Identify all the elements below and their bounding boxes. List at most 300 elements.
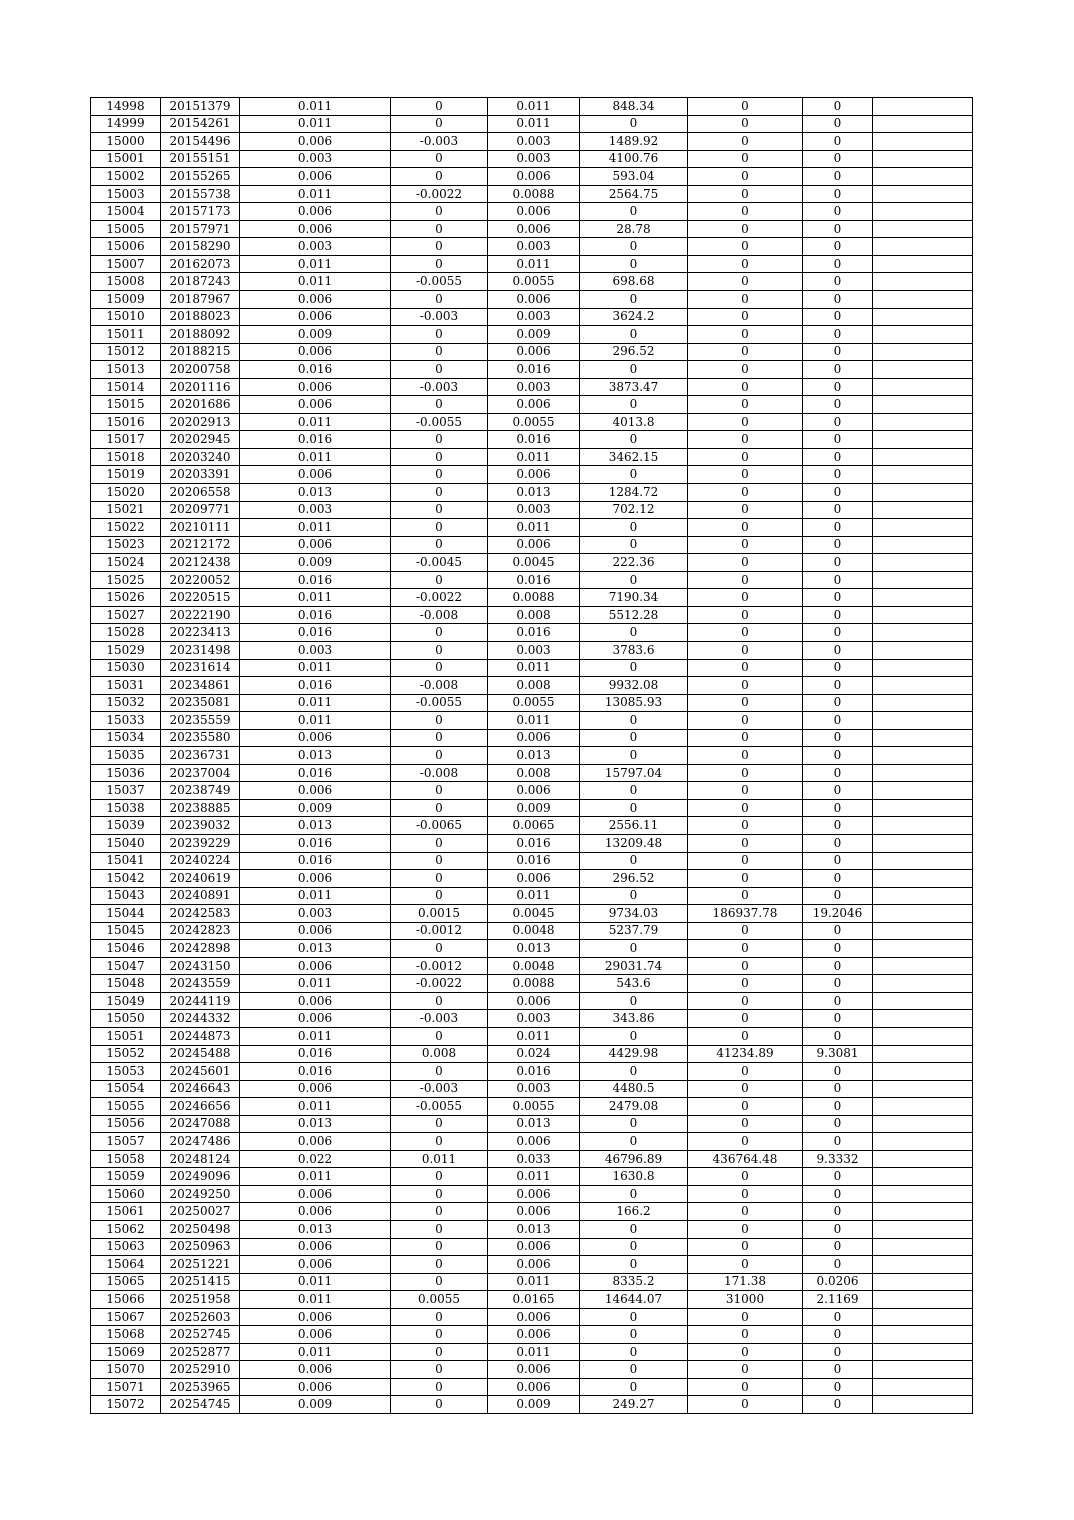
value-a-cell: 0.016 [240, 1063, 391, 1081]
value-b-cell: 0.011 [488, 1273, 580, 1291]
id-cell: 20158290 [161, 238, 240, 256]
value-a-cell: 0.006 [240, 1256, 391, 1274]
value-a-cell: 0.016 [240, 677, 391, 695]
total-cell: 0 [688, 782, 803, 800]
table-row [91, 519, 973, 537]
ratio-cell: 0 [803, 887, 873, 905]
id-cell: 20220515 [161, 589, 240, 607]
value-a-cell: 0.006 [240, 1238, 391, 1256]
table-row [91, 98, 973, 116]
ratio-cell: 0 [803, 729, 873, 747]
amount-cell: 0 [580, 747, 688, 765]
table-row [91, 940, 973, 958]
id-cell: 20251221 [161, 1256, 240, 1274]
value-a-cell: 0.006 [240, 466, 391, 484]
adjustment-cell: 0 [391, 448, 488, 466]
value-b-cell: 0.003 [488, 378, 580, 396]
row-number-cell: 15030 [91, 659, 161, 677]
value-a-cell: 0.003 [240, 641, 391, 659]
row-number-cell: 15007 [91, 255, 161, 273]
adjustment-cell: -0.008 [391, 677, 488, 695]
value-a-cell: 0.011 [240, 1027, 391, 1045]
adjustment-cell: 0 [391, 641, 488, 659]
amount-cell: 7190.34 [580, 589, 688, 607]
blank-cell [873, 1378, 973, 1396]
row-number-cell: 15026 [91, 589, 161, 607]
row-number-cell: 15037 [91, 782, 161, 800]
table-row [91, 747, 973, 765]
amount-cell: 4480.5 [580, 1080, 688, 1098]
adjustment-cell: 0 [391, 1378, 488, 1396]
table-row [91, 238, 973, 256]
ratio-cell: 0 [803, 694, 873, 712]
adjustment-cell: -0.0012 [391, 922, 488, 940]
row-number-cell: 15034 [91, 729, 161, 747]
row-number-cell: 15000 [91, 133, 161, 151]
row-number-cell: 15002 [91, 168, 161, 186]
ratio-cell: 0 [803, 431, 873, 449]
ratio-cell: 0 [803, 185, 873, 203]
adjustment-cell: -0.0055 [391, 413, 488, 431]
amount-cell: 4429.98 [580, 1045, 688, 1063]
blank-cell [873, 1185, 973, 1203]
blank-cell [873, 712, 973, 730]
total-cell: 0 [688, 1098, 803, 1116]
table-row [91, 799, 973, 817]
table-row [91, 817, 973, 835]
value-a-cell: 0.006 [240, 1378, 391, 1396]
value-b-cell: 0.0065 [488, 817, 580, 835]
amount-cell: 3624.2 [580, 308, 688, 326]
id-cell: 20252910 [161, 1361, 240, 1379]
blank-cell [873, 870, 973, 888]
blank-cell [873, 782, 973, 800]
id-cell: 20247486 [161, 1133, 240, 1151]
value-b-cell: 0.009 [488, 326, 580, 344]
value-a-cell: 0.006 [240, 203, 391, 221]
blank-cell [873, 255, 973, 273]
adjustment-cell: 0 [391, 834, 488, 852]
blank-cell [873, 764, 973, 782]
table-row [91, 975, 973, 993]
total-cell: 0 [688, 887, 803, 905]
value-b-cell: 0.003 [488, 238, 580, 256]
value-b-cell: 0.013 [488, 747, 580, 765]
ratio-cell: 0 [803, 1115, 873, 1133]
adjustment-cell: -0.008 [391, 764, 488, 782]
id-cell: 20237004 [161, 764, 240, 782]
adjustment-cell: 0 [391, 1185, 488, 1203]
table-row [91, 1080, 973, 1098]
amount-cell: 848.34 [580, 98, 688, 116]
table-row [91, 168, 973, 186]
ratio-cell: 0 [803, 203, 873, 221]
row-number-cell: 15054 [91, 1080, 161, 1098]
value-b-cell: 0.006 [488, 1378, 580, 1396]
blank-cell [873, 589, 973, 607]
value-a-cell: 0.011 [240, 448, 391, 466]
table-row [91, 203, 973, 221]
table-row [91, 1045, 973, 1063]
blank-cell [873, 238, 973, 256]
value-a-cell: 0.006 [240, 1010, 391, 1028]
table-row [91, 992, 973, 1010]
amount-cell: 0 [580, 1133, 688, 1151]
table-row [91, 1361, 973, 1379]
id-cell: 20188023 [161, 308, 240, 326]
ratio-cell: 0 [803, 396, 873, 414]
row-number-cell: 15016 [91, 413, 161, 431]
value-b-cell: 0.006 [488, 992, 580, 1010]
adjustment-cell: 0 [391, 484, 488, 502]
adjustment-cell: 0 [391, 115, 488, 133]
blank-cell [873, 1273, 973, 1291]
amount-cell: 1284.72 [580, 484, 688, 502]
row-number-cell: 15051 [91, 1027, 161, 1045]
id-cell: 20202945 [161, 431, 240, 449]
ratio-cell: 0 [803, 115, 873, 133]
adjustment-cell: 0 [391, 168, 488, 186]
value-b-cell: 0.003 [488, 133, 580, 151]
blank-cell [873, 1133, 973, 1151]
ratio-cell: 0.0206 [803, 1273, 873, 1291]
amount-cell: 4013.8 [580, 413, 688, 431]
row-number-cell: 15038 [91, 799, 161, 817]
total-cell: 0 [688, 115, 803, 133]
ratio-cell: 0 [803, 1238, 873, 1256]
blank-cell [873, 133, 973, 151]
blank-cell [873, 1080, 973, 1098]
adjustment-cell: -0.0055 [391, 273, 488, 291]
ratio-cell: 0 [803, 817, 873, 835]
value-a-cell: 0.006 [240, 308, 391, 326]
value-a-cell: 0.006 [240, 1326, 391, 1344]
value-b-cell: 0.013 [488, 484, 580, 502]
row-number-cell: 15049 [91, 992, 161, 1010]
table-row [91, 448, 973, 466]
ratio-cell: 0 [803, 448, 873, 466]
id-cell: 20187243 [161, 273, 240, 291]
row-number-cell: 15035 [91, 747, 161, 765]
table-row [91, 1273, 973, 1291]
adjustment-cell: 0 [391, 1308, 488, 1326]
amount-cell: 3783.6 [580, 641, 688, 659]
row-number-cell: 15013 [91, 361, 161, 379]
adjustment-cell: 0 [391, 1027, 488, 1045]
amount-cell: 0 [580, 624, 688, 642]
blank-cell [873, 799, 973, 817]
adjustment-cell: -0.0022 [391, 975, 488, 993]
id-cell: 20201116 [161, 378, 240, 396]
row-number-cell: 15024 [91, 554, 161, 572]
amount-cell: 14644.07 [580, 1291, 688, 1309]
adjustment-cell: 0 [391, 466, 488, 484]
amount-cell: 222.36 [580, 554, 688, 572]
blank-cell [873, 957, 973, 975]
value-b-cell: 0.016 [488, 852, 580, 870]
total-cell: 0 [688, 571, 803, 589]
amount-cell: 0 [580, 1378, 688, 1396]
ratio-cell: 0 [803, 308, 873, 326]
total-cell: 0 [688, 1027, 803, 1045]
value-b-cell: 0.006 [488, 870, 580, 888]
value-b-cell: 0.0088 [488, 185, 580, 203]
table-row [91, 729, 973, 747]
table-row [91, 361, 973, 379]
ratio-cell: 0 [803, 712, 873, 730]
id-cell: 20249250 [161, 1185, 240, 1203]
id-cell: 20155738 [161, 185, 240, 203]
blank-cell [873, 484, 973, 502]
blank-cell [873, 1115, 973, 1133]
total-cell: 0 [688, 554, 803, 572]
id-cell: 20254745 [161, 1396, 240, 1414]
table-row [91, 782, 973, 800]
blank-cell [873, 466, 973, 484]
table-row [91, 326, 973, 344]
total-cell: 0 [688, 729, 803, 747]
row-number-cell: 15062 [91, 1221, 161, 1239]
adjustment-cell: 0 [391, 940, 488, 958]
total-cell: 0 [688, 1326, 803, 1344]
id-cell: 20231498 [161, 641, 240, 659]
id-cell: 20157971 [161, 220, 240, 238]
blank-cell [873, 975, 973, 993]
ratio-cell: 0 [803, 1098, 873, 1116]
id-cell: 20155151 [161, 150, 240, 168]
total-cell: 0 [688, 992, 803, 1010]
table-row [91, 1238, 973, 1256]
adjustment-cell: 0 [391, 782, 488, 800]
value-a-cell: 0.006 [240, 133, 391, 151]
ratio-cell: 0 [803, 326, 873, 344]
adjustment-cell: 0 [391, 571, 488, 589]
adjustment-cell: 0 [391, 536, 488, 554]
amount-cell: 0 [580, 396, 688, 414]
table-row [91, 536, 973, 554]
id-cell: 20202913 [161, 413, 240, 431]
table-row [91, 255, 973, 273]
id-cell: 20243150 [161, 957, 240, 975]
ratio-cell: 0 [803, 378, 873, 396]
adjustment-cell: -0.0012 [391, 957, 488, 975]
value-b-cell: 0.013 [488, 940, 580, 958]
amount-cell: 29031.74 [580, 957, 688, 975]
adjustment-cell: 0 [391, 361, 488, 379]
row-number-cell: 15040 [91, 834, 161, 852]
table-row [91, 712, 973, 730]
table-row [91, 677, 973, 695]
value-a-cell: 0.013 [240, 1221, 391, 1239]
adjustment-cell: 0 [391, 326, 488, 344]
blank-cell [873, 1168, 973, 1186]
amount-cell: 0 [580, 519, 688, 537]
table-row [91, 606, 973, 624]
total-cell: 0 [688, 1378, 803, 1396]
ratio-cell: 0 [803, 255, 873, 273]
amount-cell: 5237.79 [580, 922, 688, 940]
row-number-cell: 15044 [91, 905, 161, 923]
row-number-cell: 15005 [91, 220, 161, 238]
row-number-cell: 15015 [91, 396, 161, 414]
amount-cell: 0 [580, 291, 688, 309]
value-a-cell: 0.016 [240, 571, 391, 589]
total-cell: 0 [688, 185, 803, 203]
adjustment-cell: 0 [391, 431, 488, 449]
row-number-cell: 15004 [91, 203, 161, 221]
total-cell: 0 [688, 291, 803, 309]
ratio-cell: 0 [803, 1185, 873, 1203]
adjustment-cell: 0 [391, 396, 488, 414]
id-cell: 20220052 [161, 571, 240, 589]
id-cell: 20231614 [161, 659, 240, 677]
ratio-cell: 0 [803, 536, 873, 554]
value-b-cell: 0.006 [488, 343, 580, 361]
blank-cell [873, 115, 973, 133]
value-a-cell: 0.011 [240, 519, 391, 537]
value-b-cell: 0.033 [488, 1150, 580, 1168]
value-a-cell: 0.013 [240, 1115, 391, 1133]
value-a-cell: 0.011 [240, 413, 391, 431]
blank-cell [873, 677, 973, 695]
row-number-cell: 15059 [91, 1168, 161, 1186]
total-cell: 0 [688, 168, 803, 186]
id-cell: 20243559 [161, 975, 240, 993]
amount-cell: 296.52 [580, 870, 688, 888]
value-a-cell: 0.011 [240, 589, 391, 607]
id-cell: 20157173 [161, 203, 240, 221]
amount-cell: 0 [580, 1343, 688, 1361]
ratio-cell: 0 [803, 606, 873, 624]
total-cell: 0 [688, 1203, 803, 1221]
amount-cell: 0 [580, 1308, 688, 1326]
value-b-cell: 0.011 [488, 712, 580, 730]
value-b-cell: 0.0045 [488, 554, 580, 572]
total-cell: 0 [688, 659, 803, 677]
table-row [91, 308, 973, 326]
value-b-cell: 0.006 [488, 1238, 580, 1256]
ratio-cell: 0 [803, 466, 873, 484]
blank-cell [873, 817, 973, 835]
total-cell: 0 [688, 834, 803, 852]
blank-cell [873, 343, 973, 361]
value-b-cell: 0.011 [488, 115, 580, 133]
ratio-cell: 0 [803, 1027, 873, 1045]
value-b-cell: 0.0055 [488, 273, 580, 291]
ratio-cell: 0 [803, 1133, 873, 1151]
row-number-cell: 15061 [91, 1203, 161, 1221]
ratio-cell: 0 [803, 484, 873, 502]
total-cell: 0 [688, 852, 803, 870]
row-number-cell: 15001 [91, 150, 161, 168]
row-number-cell: 15045 [91, 922, 161, 940]
value-a-cell: 0.006 [240, 168, 391, 186]
row-number-cell: 15022 [91, 519, 161, 537]
id-cell: 20212172 [161, 536, 240, 554]
row-number-cell: 15023 [91, 536, 161, 554]
amount-cell: 0 [580, 712, 688, 730]
adjustment-cell: 0 [391, 255, 488, 273]
value-b-cell: 0.016 [488, 1063, 580, 1081]
ratio-cell: 0 [803, 150, 873, 168]
row-number-cell: 15003 [91, 185, 161, 203]
value-b-cell: 0.016 [488, 624, 580, 642]
blank-cell [873, 536, 973, 554]
total-cell: 41234.89 [688, 1045, 803, 1063]
value-a-cell: 0.011 [240, 115, 391, 133]
amount-cell: 13085.93 [580, 694, 688, 712]
blank-cell [873, 431, 973, 449]
id-cell: 20235081 [161, 694, 240, 712]
amount-cell: 5512.28 [580, 606, 688, 624]
row-number-cell: 15043 [91, 887, 161, 905]
adjustment-cell: 0.0015 [391, 905, 488, 923]
value-b-cell: 0.006 [488, 1256, 580, 1274]
amount-cell: 4100.76 [580, 150, 688, 168]
row-number-cell: 15011 [91, 326, 161, 344]
id-cell: 20187967 [161, 291, 240, 309]
adjustment-cell: 0 [391, 992, 488, 1010]
value-a-cell: 0.011 [240, 694, 391, 712]
table-row [91, 1063, 973, 1081]
row-number-cell: 15009 [91, 291, 161, 309]
value-a-cell: 0.009 [240, 1396, 391, 1414]
value-b-cell: 0.006 [488, 536, 580, 554]
blank-cell [873, 1343, 973, 1361]
row-number-cell: 15021 [91, 501, 161, 519]
amount-cell: 0 [580, 1326, 688, 1344]
total-cell: 0 [688, 1010, 803, 1028]
amount-cell: 0 [580, 1238, 688, 1256]
total-cell: 436764.48 [688, 1150, 803, 1168]
value-b-cell: 0.009 [488, 799, 580, 817]
table-row [91, 484, 973, 502]
amount-cell: 0 [580, 255, 688, 273]
value-a-cell: 0.011 [240, 255, 391, 273]
value-a-cell: 0.016 [240, 1045, 391, 1063]
amount-cell: 0 [580, 940, 688, 958]
value-a-cell: 0.022 [240, 1150, 391, 1168]
value-b-cell: 0.006 [488, 1308, 580, 1326]
ratio-cell: 0 [803, 554, 873, 572]
id-cell: 20252877 [161, 1343, 240, 1361]
amount-cell: 0 [580, 887, 688, 905]
value-b-cell: 0.006 [488, 396, 580, 414]
table-row [91, 624, 973, 642]
adjustment-cell: 0 [391, 291, 488, 309]
table-row [91, 1027, 973, 1045]
value-a-cell: 0.006 [240, 396, 391, 414]
blank-cell [873, 1291, 973, 1309]
id-cell: 20154261 [161, 115, 240, 133]
row-number-cell: 15046 [91, 940, 161, 958]
value-b-cell: 0.024 [488, 1045, 580, 1063]
blank-cell [873, 220, 973, 238]
row-number-cell: 15033 [91, 712, 161, 730]
adjustment-cell: 0 [391, 1063, 488, 1081]
table-row [91, 133, 973, 151]
value-a-cell: 0.011 [240, 887, 391, 905]
ratio-cell: 0 [803, 220, 873, 238]
amount-cell: 1489.92 [580, 133, 688, 151]
adjustment-cell: -0.0055 [391, 694, 488, 712]
id-cell: 20200758 [161, 361, 240, 379]
table-row [91, 589, 973, 607]
value-a-cell: 0.006 [240, 291, 391, 309]
amount-cell: 8335.2 [580, 1273, 688, 1291]
table-row [91, 1308, 973, 1326]
ratio-cell: 0 [803, 764, 873, 782]
